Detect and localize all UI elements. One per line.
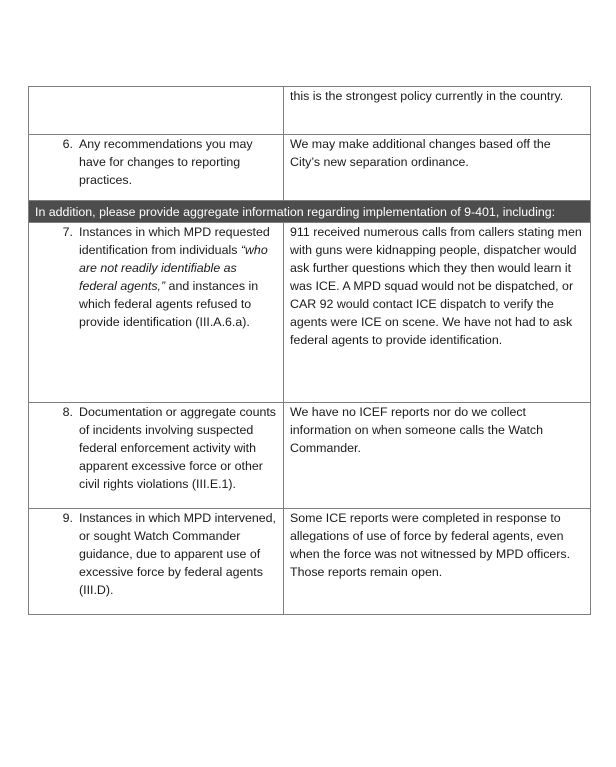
question-cell xyxy=(29,509,284,615)
answer-text: Some ICE reports were completed in response to allegations of use of force by federal agents, even when the force was not witnessed by MPD officers. Those reports remain open. xyxy=(290,511,571,579)
table-row xyxy=(29,403,591,509)
answer-text: We may make additional changes based off the City’s new separation ordinance. xyxy=(290,137,551,169)
answer-text: this is the strongest policy currently in the country. xyxy=(290,89,564,103)
question-emphasis: “who are not readily identifiable as federal agents,” xyxy=(79,243,268,293)
item-number: 9. xyxy=(62,511,73,525)
table-row xyxy=(29,135,591,201)
answer-text: We have no ICEF reports nor do we collect information on when someone calls the Watch Commander. xyxy=(290,405,543,455)
table-row xyxy=(29,87,591,135)
answer-cell xyxy=(284,403,591,509)
question-text-before: Instances in which MPD requested identification from individuals xyxy=(79,225,270,257)
question-text-after: and instances in which federal agents refused to provide identification (III.A.6.a). xyxy=(79,279,259,329)
table-row xyxy=(29,223,591,403)
item-number: 8. xyxy=(62,405,73,419)
item-number: 6. xyxy=(62,137,73,151)
answer-cell xyxy=(284,223,591,403)
answer-cell xyxy=(284,509,591,615)
policy-response-table xyxy=(28,86,591,615)
table-row xyxy=(29,509,591,615)
question-text: Documentation or aggregate counts of incidents involving suspected federal enforcement activity with apparent excessive force or other civil rights violations (III.E.1). xyxy=(79,405,276,491)
question-cell xyxy=(29,135,284,201)
answer-cell xyxy=(284,87,591,135)
item-number: 7. xyxy=(62,225,73,239)
question-cell xyxy=(29,87,284,135)
question-cell xyxy=(29,223,284,403)
section-header-row xyxy=(29,201,591,223)
answer-text: 911 received numerous calls from callers stating men with guns were kidnapping people, dispatcher would ask further questions which they then would learn it was ICE. A MPD squad would not be dispatched, or CAR 92 would contact ICE dispatch to verify the agents were ICE on scene. We have not had to ask federal agents to provide identification. xyxy=(290,225,582,347)
answer-cell xyxy=(284,135,591,201)
question-cell xyxy=(29,403,284,509)
section-header: In addition, please provide aggregate information regarding implementation of 9-401, including: xyxy=(29,201,591,223)
question-text: Instances in which MPD intervened, or sought Watch Commander guidance, due to apparent use of excessive force by federal agents (III.D). xyxy=(79,511,276,597)
question-text: Any recommendations you may have for changes to reporting practices. xyxy=(79,137,253,187)
